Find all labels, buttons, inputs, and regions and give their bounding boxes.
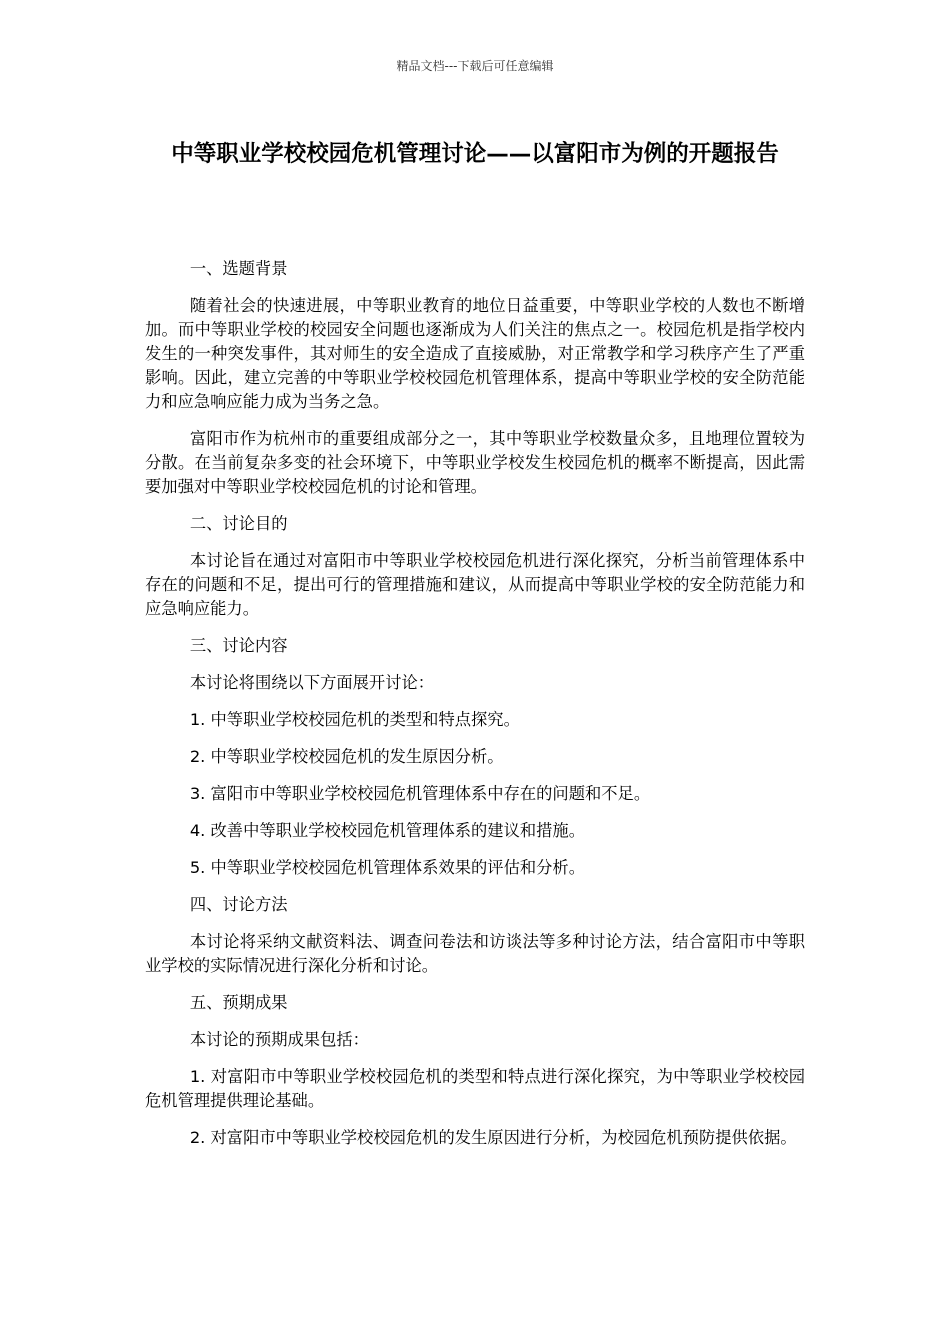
section-heading-content: 三、讨论内容 — [189, 636, 288, 655]
list-item: 4. 改善中等职业学校校园危机管理体系的建议和措施。 — [189, 821, 585, 840]
paragraph: 本讨论旨在通过对富阳市中等职业学校校园危机进行深化探究，分析当前管理体系中存在的问题和不足，提出可行的管理措施和建议，从而提高中等职业学校的安全防范能力和应急响应能力。 — [145, 551, 805, 618]
section-heading-results: 五、预期成果 — [189, 993, 288, 1012]
document-body — [145, 257, 805, 1163]
list-item: 2. 对富阳市中等职业学校校园危机的发生原因进行分析，为校园危机预防提供依据。 — [189, 1128, 797, 1147]
header-note: 精品文档---下载后可任意编辑 — [396, 59, 554, 73]
list-item: 2. 中等职业学校校园危机的发生原因分析。 — [189, 747, 504, 766]
paragraph: 本讨论将围绕以下方面展开讨论： — [189, 673, 435, 692]
list-item: 5. 中等职业学校校园危机管理体系效果的评估和分析。 — [189, 858, 585, 877]
paragraph: 富阳市作为杭州市的重要组成部分之一，其中等职业学校数量众多，且地理位置较为分散。在当前复杂多变的社会环境下，中等职业学校发生校园危机的概率不断提高，因此需要加强对中等职业学校校园危机的讨论和管理。 — [145, 429, 805, 496]
list-item: 3. 富阳市中等职业学校校园危机管理体系中存在的问题和不足。 — [189, 784, 651, 803]
section-heading-background: 一、选题背景 — [189, 259, 288, 278]
document-title: 中等职业学校校园危机管理讨论——以富阳市为例的开题报告 — [171, 141, 779, 167]
paragraph: 本讨论将采纳文献资料法、调查问卷法和访谈法等多种讨论方法，结合富阳市中等职业学校的实际情况进行深化分析和讨论。 — [145, 932, 805, 975]
paragraph: 本讨论的预期成果包括： — [189, 1030, 369, 1049]
section-heading-method: 四、讨论方法 — [189, 895, 288, 914]
list-item: 1. 中等职业学校校园危机的类型和特点探究。 — [189, 710, 520, 729]
list-item: 1. 对富阳市中等职业学校校园危机的类型和特点进行深化探究，为中等职业学校校园危机管理提供理论基础。 — [145, 1067, 805, 1110]
section-heading-purpose: 二、讨论目的 — [189, 514, 288, 533]
paragraph: 随着社会的快速进展，中等职业教育的地位日益重要，中等职业学校的人数也不断增加。而中等职业学校的校园安全问题也逐渐成为人们关注的焦点之一。校园危机是指学校内发生的一种突发事件，其对师生的安全造成了直接威胁，对正常教学和学习秩序产生了严重影响。因此，建立完善的中等职业学校校园危机管理体系，提高中等职业学校的安全防范能力和应急响应能力成为当务之急。 — [145, 296, 805, 411]
